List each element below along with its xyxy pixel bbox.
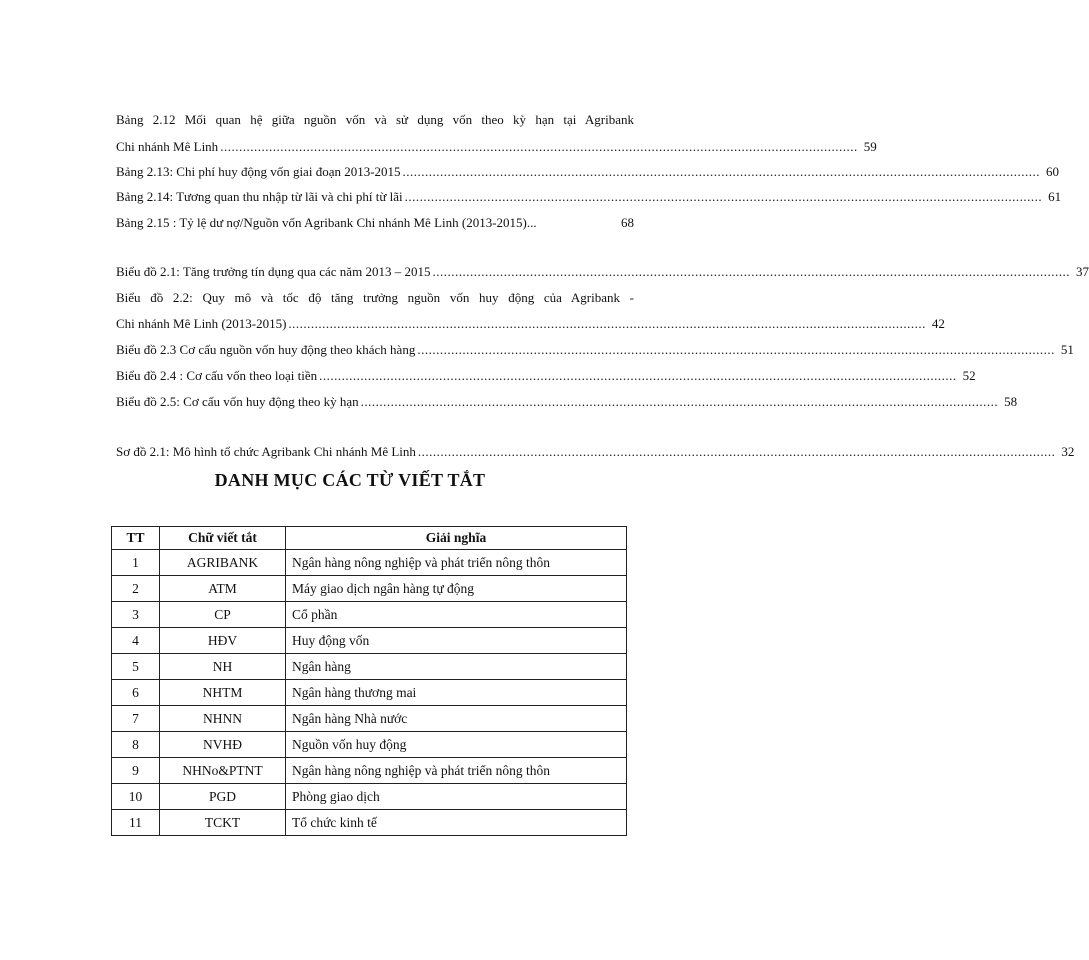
toc-entry-text: Biểu đồ 2.3 Cơ cấu nguồn vốn huy động theo khách hàng <box>116 342 416 357</box>
table-row <box>112 550 627 576</box>
cell-abbreviation: HĐV <box>160 628 286 654</box>
abbreviations-title: DANH MỤC CÁC TỪ VIẾT TẮT <box>214 470 486 490</box>
toc-page-number: 32 <box>1061 444 1075 459</box>
cell-meaning: Nguồn vốn huy động <box>286 732 627 758</box>
table-row <box>112 576 627 602</box>
dot-leader: .......................................................................................................................................................................... <box>220 139 858 154</box>
toc-entry-text: Bảng 2.13: Chi phí huy động vốn giai đoạn 2013-2015 <box>116 164 401 179</box>
cell-meaning: Ngân hàng nông nghiệp và phát triển nông thôn <box>286 758 627 784</box>
cell-abbreviation: PGD <box>160 784 286 810</box>
toc-entry-text: Biểu đồ 2.4 : Cơ cấu vốn theo loại tiền <box>116 368 318 383</box>
dot-leader: .......................................................................................................................................................................... <box>404 189 1043 204</box>
cell-abbreviation: NHNo&PTNT <box>160 758 286 784</box>
abbreviations-table <box>111 526 627 836</box>
cell-index: 6 <box>112 680 160 706</box>
table-header-row <box>112 527 627 550</box>
cell-meaning: Ngân hàng Nhà nước <box>286 706 627 732</box>
cell-index: 5 <box>112 654 160 680</box>
cell-abbreviation: AGRIBANK <box>160 550 286 576</box>
cell-index: 3 <box>112 602 160 628</box>
dot-leader: .......................................................................................................................................................................... <box>417 444 1056 459</box>
toc-entry-bieu-do-2-2-line1[interactable]: Biểu đồ 2.2: Quy mô và tốc độ tăng trưởng nguồn vốn huy động của Agribank - <box>116 290 634 305</box>
cell-meaning: Máy giao dịch ngân hàng tự động <box>286 576 627 602</box>
cell-index: 8 <box>112 732 160 758</box>
cell-meaning: Phòng giao dịch <box>286 784 627 810</box>
toc-entry-bieu-do-2-2-line2[interactable] <box>116 315 945 333</box>
toc-entry-bieu-do-2-3[interactable] <box>116 341 1074 359</box>
toc-entry-bang-2-13[interactable] <box>116 163 1060 181</box>
cell-meaning: Huy động vốn <box>286 628 627 654</box>
toc-page-number: 51 <box>1060 342 1074 357</box>
cell-abbreviation: NHNN <box>160 706 286 732</box>
toc-entry-text: Chi nhánh Mê Linh <box>116 139 219 154</box>
toc-entry-bang-2-15[interactable] <box>116 214 634 232</box>
table-row <box>112 602 627 628</box>
toc-page-number: 52 <box>962 368 976 383</box>
cell-meaning: Tổ chức kinh tế <box>286 810 627 836</box>
cell-meaning: Cổ phần <box>286 602 627 628</box>
table-row <box>112 732 627 758</box>
toc-entry-text: Biểu đồ 2.5: Cơ cấu vốn huy động theo kỳ hạn <box>116 394 359 409</box>
toc-page-number: 68 <box>621 215 634 230</box>
toc-entry-bieu-do-2-5[interactable] <box>116 393 1018 411</box>
toc-page-number: 60 <box>1046 164 1060 179</box>
cell-abbreviation: TCKT <box>160 810 286 836</box>
toc-entry-bang-2-12-line2[interactable] <box>116 138 877 156</box>
dot-leader: .......................................................................................................................................................................... <box>360 394 999 409</box>
toc-entry-text: Biểu đồ 2.1: Tăng trưởng tín dụng qua các năm 2013 – 2015 <box>116 264 431 279</box>
dot-leader: .......................................................................................................................................................................... <box>417 342 1055 357</box>
table-row <box>112 784 627 810</box>
toc-entry-text: Bảng 2.14: Tương quan thu nhập từ lãi và chi phí từ lãi <box>116 189 403 204</box>
dot-leader: .......................................................................................................................................................................... <box>402 164 1041 179</box>
table-row <box>112 758 627 784</box>
header-meaning: Giải nghĩa <box>286 527 627 550</box>
table-row <box>112 706 627 732</box>
cell-abbreviation: ATM <box>160 576 286 602</box>
header-abbreviation: Chữ viết tắt <box>160 527 286 550</box>
toc-entry-bieu-do-2-1[interactable] <box>116 263 1089 281</box>
dot-leader: .......................................................................................................................................................................... <box>288 316 926 331</box>
cell-meaning: Ngân hàng <box>286 654 627 680</box>
dot-leader: .......................................................................................................................................................................... <box>432 264 1070 279</box>
cell-index: 11 <box>112 810 160 836</box>
cell-index: 4 <box>112 628 160 654</box>
cell-index: 1 <box>112 550 160 576</box>
cell-abbreviation: NH <box>160 654 286 680</box>
toc-entry-text: Sơ đồ 2.1: Mô hình tổ chức Agribank Chi nhánh Mê Linh <box>116 444 416 459</box>
table-row <box>112 810 627 836</box>
toc-entry-text: Bảng 2.15 : Tỷ lệ dư nợ/Nguồn vốn Agribank Chi nhánh Mê Linh (2013-2015)... <box>116 215 537 230</box>
cell-abbreviation: NVHĐ <box>160 732 286 758</box>
cell-abbreviation: CP <box>160 602 286 628</box>
cell-abbreviation: NHTM <box>160 680 286 706</box>
cell-meaning: Ngân hàng thương mai <box>286 680 627 706</box>
toc-page-number: 58 <box>1004 394 1018 409</box>
toc-entry-bang-2-12-line1[interactable]: Bảng 2.12 Mối quan hệ giữa nguồn vốn và sử dụng vốn theo kỳ hạn tại Agribank <box>116 112 634 127</box>
cell-index: 7 <box>112 706 160 732</box>
cell-index: 9 <box>112 758 160 784</box>
dot-leader <box>537 214 617 232</box>
toc-page-number: 59 <box>863 139 877 154</box>
toc-page-number: 61 <box>1048 189 1062 204</box>
cell-meaning: Ngân hàng nông nghiệp và phát triển nông thôn <box>286 550 627 576</box>
cell-index: 2 <box>112 576 160 602</box>
toc-page-number: 42 <box>931 316 945 331</box>
cell-index: 10 <box>112 784 160 810</box>
toc-entry-so-do-2-1[interactable] <box>116 443 1075 461</box>
table-row <box>112 628 627 654</box>
toc-page-number: 37 <box>1075 264 1089 279</box>
toc-entry-bieu-do-2-4[interactable] <box>116 367 976 385</box>
table-row <box>112 654 627 680</box>
dot-leader: .......................................................................................................................................................................... <box>319 368 957 383</box>
header-tt: TT <box>112 527 160 550</box>
table-row <box>112 680 627 706</box>
toc-entry-text: Chi nhánh Mê Linh (2013-2015) <box>116 316 287 331</box>
toc-entry-bang-2-14[interactable] <box>116 188 1062 206</box>
